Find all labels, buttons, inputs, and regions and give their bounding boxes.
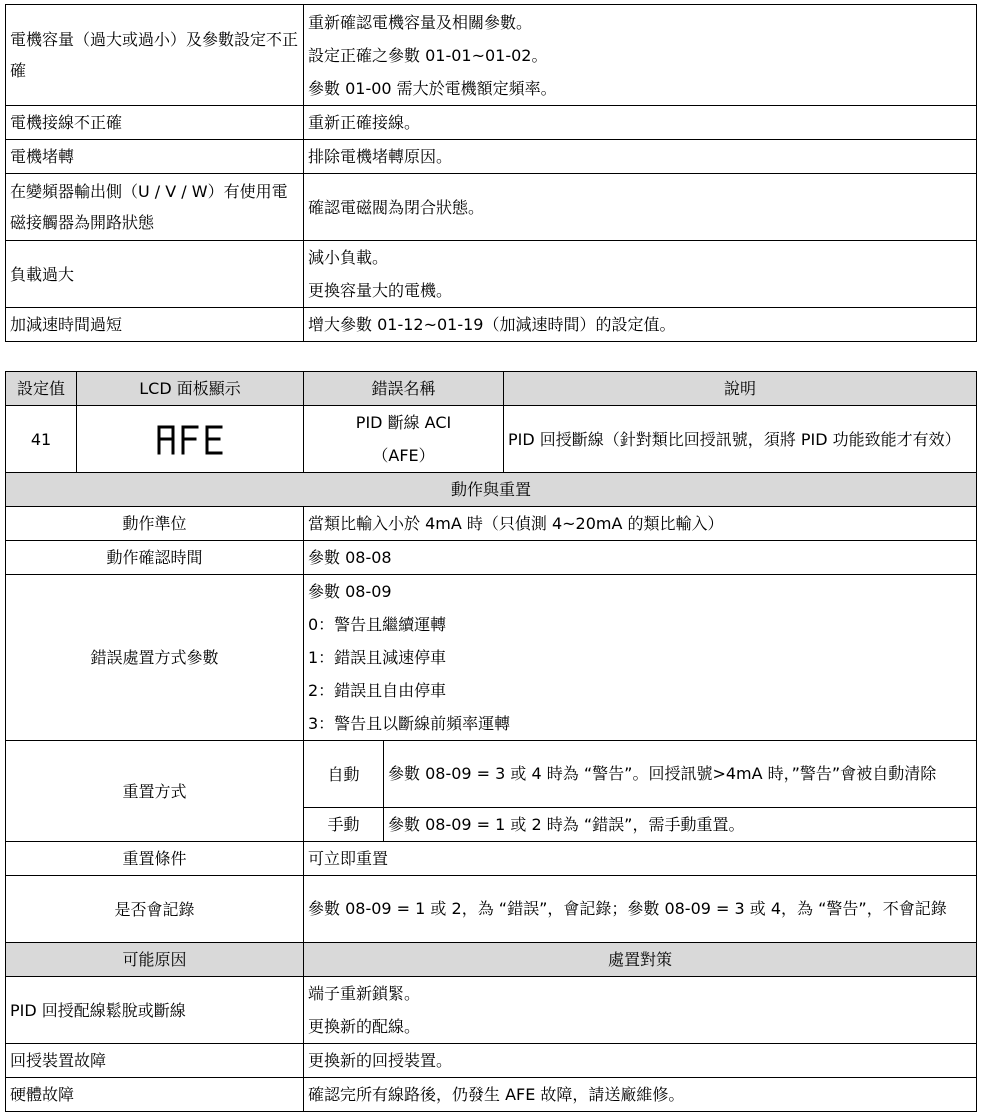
lcd-afe-glyph	[155, 421, 225, 457]
fault-row	[6, 406, 977, 473]
reset-auto-label: 自動	[304, 741, 384, 808]
error-name	[304, 406, 504, 473]
action-level-value: 當類比輸入小於 4mA 時（只偵測 4~20mA 的類比輸入）	[304, 507, 977, 541]
table-row	[6, 741, 977, 808]
action-line: 減小負載。	[308, 248, 389, 267]
action-cell: 更換新的回授裝置。	[304, 1044, 977, 1078]
action-line: 重新確認電機容量及相關參數。	[308, 12, 533, 32]
action-cell: 確認完所有線路後，仍發生 AFE 故障，請送廠維修。	[304, 1078, 977, 1112]
confirm-time-label: 動作確認時間	[6, 541, 304, 575]
table-row	[6, 1044, 977, 1078]
cause-cell: 硬體故障	[6, 1078, 304, 1112]
description-header: 說明	[504, 372, 977, 406]
confirm-time-value: 參數 08-08	[304, 541, 977, 575]
table-row	[6, 308, 977, 342]
cause-cell: 電機容量（過大或過小）及參數設定不正確	[6, 5, 304, 106]
handling-label: 錯誤處置方式參數	[6, 575, 304, 741]
reset-condition-label: 重置條件	[6, 842, 304, 876]
table-row	[6, 575, 977, 741]
cause-cell: 電機堵轉	[6, 140, 304, 174]
action-cell	[304, 241, 977, 308]
action-cell: 增大參數 01-12~01-19（加減速時間）的設定值。	[304, 308, 977, 342]
setting-value: 41	[6, 406, 77, 473]
handling-line: 0：警告且繼續運轉	[308, 615, 447, 634]
table-row	[6, 977, 977, 1044]
cause-cell: 回授裝置故障	[6, 1044, 304, 1078]
fault-afe-table	[5, 371, 977, 1112]
action-line: 端子重新鎖緊。	[308, 984, 421, 1003]
section-row	[6, 473, 977, 507]
action-level-label: 動作準位	[6, 507, 304, 541]
cause-cell: 加減速時間過短	[6, 308, 304, 342]
cause-cell: 負載過大	[6, 241, 304, 308]
possible-cause-header: 可能原因	[6, 943, 304, 977]
header-row	[6, 372, 977, 406]
handling-line: 2：錯誤且自由停車	[308, 681, 447, 700]
record-label: 是否會記錄	[6, 876, 304, 943]
handling-line: 1：錯誤且減速停車	[308, 648, 447, 667]
action-cell: 排除電機堵轉原因。	[304, 140, 977, 174]
reset-auto-value: 參數 08-09 = 3 或 4 時為 “警告”。回授訊號>4mA 時，”警告”會被自動清除	[384, 741, 977, 808]
error-name-header: 錯誤名稱	[304, 372, 504, 406]
action-cell	[304, 5, 977, 106]
action-line: 更換新的配線。	[308, 1017, 421, 1036]
table-row	[6, 106, 977, 140]
lcd-display	[77, 406, 304, 473]
countermeasure-header: 處置對策	[304, 943, 977, 977]
action-line: 更換容量大的電機。	[308, 281, 453, 300]
fault-description: PID 回授斷線（針對類比回授訊號，須將 PID 功能致能才有效）	[504, 406, 977, 473]
action-cell	[304, 977, 977, 1044]
cause-cell: PID 回授配線鬆脫或斷線	[6, 977, 304, 1044]
handling-line: 3：警告且以斷線前頻率運轉	[308, 714, 511, 733]
table-row	[6, 140, 977, 174]
action-cell: 確認電磁閥為閉合狀態。	[304, 174, 977, 241]
setting-header: 設定值	[6, 372, 77, 406]
action-cell: 重新正確接線。	[304, 106, 977, 140]
table-row	[6, 842, 977, 876]
cause-cell: 在變頻器輸出側（U / V / W）有使用電磁接觸器為開路狀態	[6, 174, 304, 241]
table-row	[6, 5, 977, 106]
header-row	[6, 943, 977, 977]
reset-manual-label: 手動	[304, 808, 384, 842]
record-value: 參數 08-09 = 1 或 2，為 “錯誤”，會記錄；參數 08-09 = 3 或 4，為 “警告”，不會記錄	[304, 876, 977, 943]
lcd-header: LCD 面板顯示	[77, 372, 304, 406]
action-line: 參數 01-00 需大於電機額定頻率。	[308, 78, 557, 98]
cause-countermeasure-table	[5, 4, 977, 342]
table-row	[6, 174, 977, 241]
reset-condition-value: 可立即重置	[304, 842, 977, 876]
table-row	[6, 241, 977, 308]
table-row	[6, 507, 977, 541]
error-name-line: （AFE）	[372, 446, 435, 465]
reset-method-label: 重置方式	[6, 741, 304, 842]
cause-cell: 電機接線不正確	[6, 106, 304, 140]
action-line: 設定正確之參數 01-01~01-02。	[308, 45, 548, 65]
handling-value	[304, 575, 977, 741]
table-row	[6, 1078, 977, 1112]
table-row	[6, 876, 977, 943]
handling-line: 參數 08-09	[308, 582, 392, 601]
reset-manual-value: 參數 08-09 = 1 或 2 時為 “錯誤”，需手動重置。	[384, 808, 977, 842]
error-name-line: PID 斷線 ACI	[355, 413, 452, 432]
action-reset-section-header: 動作與重置	[6, 473, 977, 507]
table-row	[6, 541, 977, 575]
